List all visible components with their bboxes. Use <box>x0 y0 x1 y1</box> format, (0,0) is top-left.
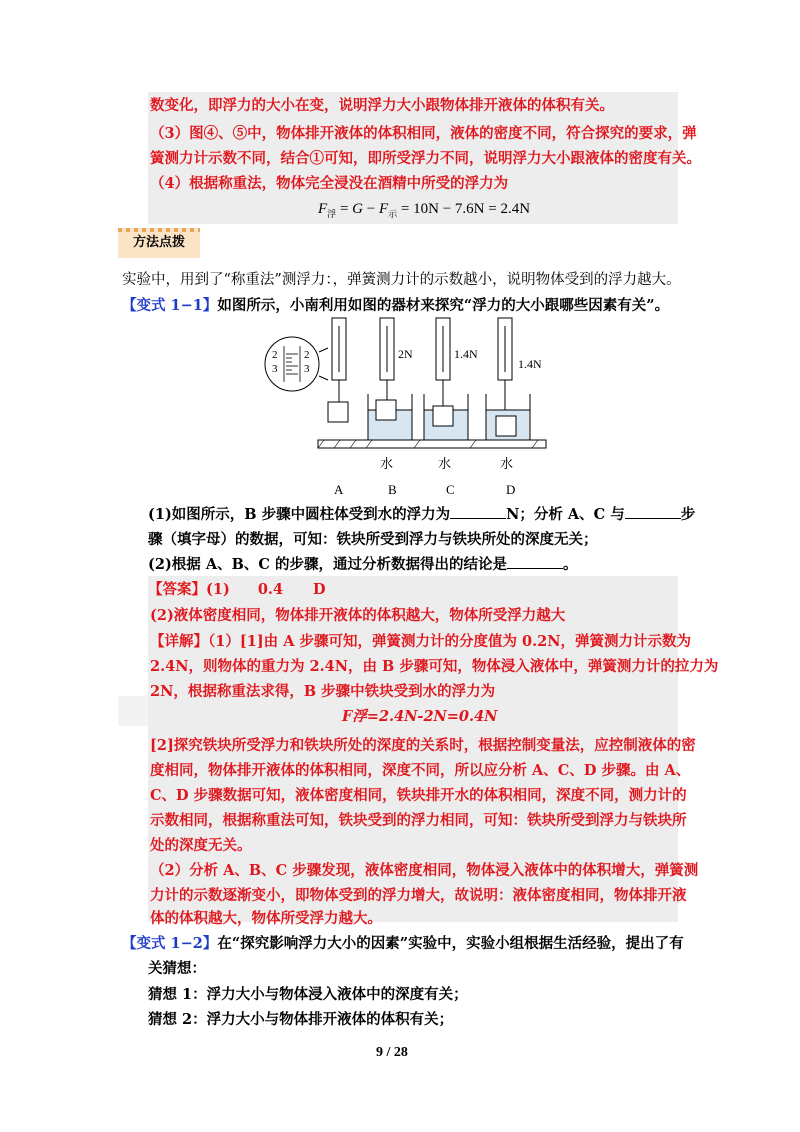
variant1-heading <box>122 296 669 316</box>
answer-blank-2[interactable] <box>625 504 681 519</box>
detail-line-9: （2）分析 A、B、C 步骤发现，液体密度相同，物体浸入液体中的体积增大，弹簧测 <box>150 862 699 879</box>
answer-blank-1[interactable] <box>450 504 506 519</box>
method-text: 实验中，用到了“称重法”测浮力：，弹簧测力计的示数越小，说明物体受到的浮力越大。 <box>122 272 681 288</box>
zoom-label-left-2: 2 <box>272 349 278 361</box>
detail-line-8: 处的深度无关。 <box>150 837 252 854</box>
variant2-title-cont: 关猜想： <box>148 960 206 977</box>
top-line-3: 簧测力计示数不同，结合①可知，即所受浮力不同，说明浮力大小跟液体的密度有关。 <box>150 150 701 167</box>
question-2-end: 。 <box>562 556 578 573</box>
question-1-cont: 骤（填字母）的数据，可知：铁块所受到浮力与铁块所处的深度无关； <box>148 531 598 548</box>
detail-formula <box>342 707 497 727</box>
reading-b: 2N <box>398 347 413 361</box>
step-label-b: B <box>388 482 397 497</box>
detail-line-11: 体的体积越大，物体所受浮力越大。 <box>150 910 382 927</box>
reading-c: 1.4N <box>454 347 478 361</box>
experiment-figure <box>262 314 552 504</box>
answer-1-value-1: 0.4 <box>257 581 284 598</box>
reading-d: 1.4N <box>518 357 542 371</box>
top-line-2: （3）图④、⑤中，物体排开液体的体积相同，液体的密度不同，符合探究的要求，弹 <box>150 125 697 142</box>
question-2-text: (2)根据 A、B、C 的步骤，通过分析数据得出的结论是 <box>148 556 507 573</box>
question-1-part-a: (1)如图所示，B 步骤中圆柱体受到水的浮力为 <box>148 506 451 523</box>
liquid-label-c: 水 <box>438 456 452 471</box>
zoom-label-left-3: 3 <box>272 363 278 375</box>
detail-line-5: 度相同，物体排开液体的体积相同，深度不同，所以应分析 A、C、D 步骤。由 A、 <box>150 762 691 779</box>
top-line-1: 数变化，即浮力的大小在变，说明浮力大小跟物体排开液体的体积有关。 <box>150 97 614 114</box>
variant1-title: 如图所示，小南利用如图的器材来探究“浮力的大小跟哪些因素有关”。 <box>217 297 670 314</box>
zoom-label-right-2: 2 <box>304 349 310 361</box>
answer-blank-3[interactable] <box>507 554 563 569</box>
variant2-tag: 【变式 1−2】 <box>122 935 218 952</box>
top-line-4: （4）根据称重法，物体完全浸没在酒精中所受的浮力为 <box>150 175 509 192</box>
answer-line-2: (2)液体密度相同，物体排开液体的体积越大，物体所受浮力越大 <box>150 607 566 624</box>
step-label-a: A <box>334 482 344 497</box>
step-label-c: C <box>446 482 455 497</box>
step-label-d: D <box>506 482 516 497</box>
variant2-heading <box>122 934 684 954</box>
top-formula: $F_浮 = G - F_示 = 10N - 7.6N = 2.4N$ <box>318 201 531 219</box>
zoom-label-right-3: 3 <box>304 363 310 375</box>
answer-line-1 <box>148 580 326 600</box>
detail-line-7: 示数相同，根据称重法可知，铁块受到的浮力相同，可知：铁块所受到浮力与铁块所 <box>150 812 687 829</box>
variant2-title: 在“探究影响浮力大小的因素”实验中，实验小组根据生活经验，提出了有 <box>217 935 684 952</box>
spring-scale-a <box>328 318 348 422</box>
guess-1: 猜想 1：浮力大小与物体浸入液体中的深度有关； <box>148 986 468 1003</box>
liquid-label-b: 水 <box>380 456 394 471</box>
detail-line-4: [2]探究铁块所受浮力和铁块所处的深度的关系时，根据控制变量法，应控制液体的密 <box>150 737 696 754</box>
variant1-tag: 【变式 1−1】 <box>122 297 218 314</box>
answer-tag: 【答案】 <box>148 581 206 598</box>
question-1-part-b: N；分析 A、C 与 <box>506 506 625 523</box>
guess-2: 猜想 2：浮力大小与物体排开液体的体积有关； <box>148 1011 454 1028</box>
detail-tag: 【详解】 <box>150 633 208 650</box>
answer-1-label: (1) <box>206 581 230 598</box>
method-tag: 方法点拨 <box>118 228 200 258</box>
page-number: 9 / 28 <box>376 1045 408 1060</box>
detail-line-3: 2N，根据称重法求得，B 步骤中铁块受到水的浮力为 <box>150 683 496 700</box>
detail-formula-text: F浮=2.4N-2N=0.4N <box>342 708 498 725</box>
question-1 <box>148 504 695 525</box>
liquid-label-d: 水 <box>500 456 514 471</box>
answer-box-left-tab <box>118 696 148 726</box>
detail-line-2: 2.4N，则物体的重力为 2.4N，由 B 步骤可知，物体浸入液体中，弹簧测力计的拉力为 <box>150 658 719 675</box>
detail-text-1: （1）[1]由 A 步骤可知，弹簧测力计的分度值为 0.2N，弹簧测力计示数为 <box>208 633 692 650</box>
table-surface <box>318 440 546 448</box>
detail-line-6: C、D 步骤数据可知，液体密度相同，铁块排开水的体积相同，深度不同，测力计的 <box>150 787 687 804</box>
question-1-part-c: 步 <box>680 506 696 523</box>
detail-line-10: 力计的示数逐渐变小，即物体受到的浮力增大，故说明：液体密度相同，物体排开液 <box>150 887 687 904</box>
detail-line-1 <box>150 632 691 652</box>
question-2 <box>148 554 577 575</box>
answer-1-value-2: D <box>313 581 326 598</box>
